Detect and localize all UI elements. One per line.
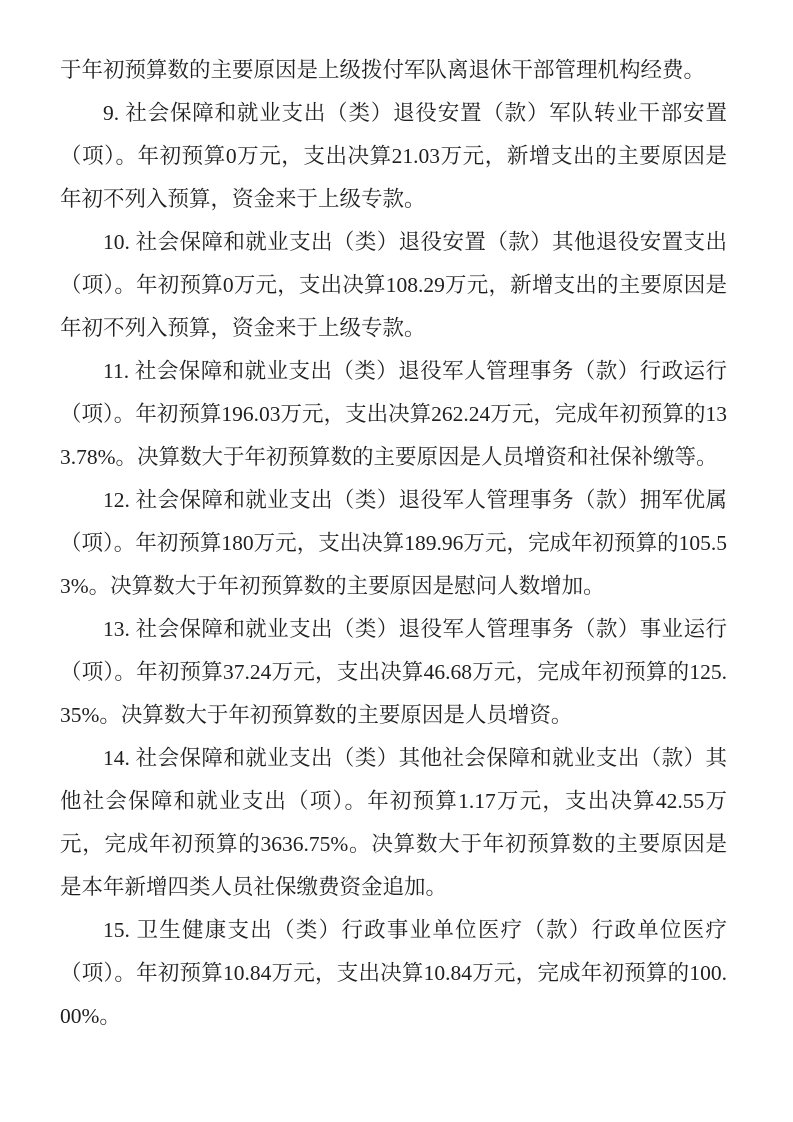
paragraph-item-14: 14. 社会保障和就业支出（类）其他社会保障和就业支出（款）其他社会保障和就业支出（项）。年初预算1.17万元，支出决算42.55万元，完成年初预算的3636.75%。决算数大于年初预算数的主要原因是是本年新增四类人员社保缴费资金追加。 — [60, 746, 727, 899]
page-content — [60, 49, 727, 1038]
paragraph-item-11: 11. 社会保障和就业支出（类）退役军人管理事务（款）行政运行（项）。年初预算196.03万元，支出决算262.24万元，完成年初预算的133.78%。决算数大于年初预算数的主要原因是人员增资和社保补缴等。 — [60, 359, 727, 469]
paragraph-item-9: 9. 社会保障和就业支出（类）退役安置（款）军队转业干部安置（项）。年初预算0万元，支出决算21.03万元，新增支出的主要原因是年初不列入预算，资金来于上级专款。 — [60, 101, 727, 211]
paragraph-item-13: 13. 社会保障和就业支出（类）退役军人管理事务（款）事业运行（项）。年初预算37.24万元，支出决算46.68万元，完成年初预算的125.35%。决算数大于年初预算数的主要原因是人员增资。 — [60, 617, 727, 727]
paragraph-item-15: 15. 卫生健康支出（类）行政事业单位医疗（款）行政单位医疗（项）。年初预算10.84万元，支出决算10.84万元，完成年初预算的100.00%。 — [60, 918, 727, 1028]
paragraph-item-12: 12. 社会保障和就业支出（类）退役军人管理事务（款）拥军优属（项）。年初预算180万元，支出决算189.96万元，完成年初预算的105.53%。决算数大于年初预算数的主要原因是慰问人数增加。 — [60, 488, 727, 598]
paragraph-continuation: 于年初预算数的主要原因是上级拨付军队离退休干部管理机构经费。 — [60, 58, 706, 82]
paragraph-item-10: 10. 社会保障和就业支出（类）退役安置（款）其他退役安置支出（项）。年初预算0万元，支出决算108.29万元，新增支出的主要原因是年初不列入预算，资金来于上级专款。 — [60, 230, 727, 340]
